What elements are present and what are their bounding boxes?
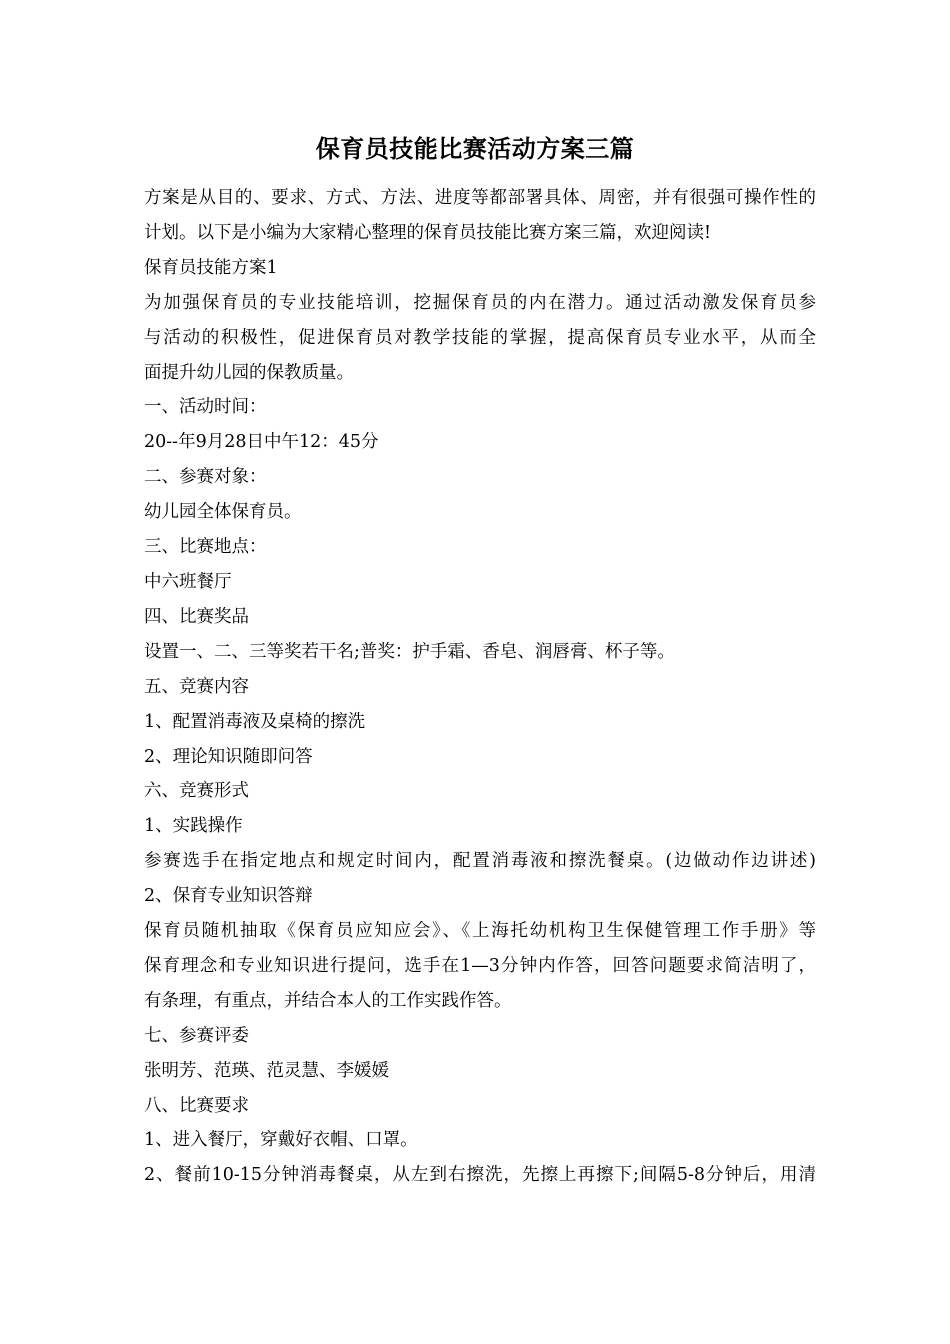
paragraph-line: 八、比赛要求 (144, 1095, 249, 1116)
page-title: 保育员技能比赛活动方案三篇 (315, 135, 635, 163)
paragraph-line: 20--年9月28日中午12：45分 (144, 432, 379, 453)
paragraph-line: 三、比赛地点： (144, 537, 267, 558)
paragraph-line: 有条理，有重点，并结合本人的工作实践作答。 (144, 990, 512, 1011)
paragraph-line: 保育员随机抽取《保育员应知应会》、《上海托幼机构卫生保健管理工作手册》等 (144, 921, 816, 942)
paragraph-line: 张明芳、范瑛、范灵慧、李媛媛 (144, 1060, 389, 1081)
paragraph-line: 六、竞赛形式 (144, 781, 249, 802)
paragraph-line: 计划。以下是小编为大家精心整理的保育员技能比赛方案三篇，欢迎阅读! (144, 222, 712, 243)
paragraph-line: 1、实践操作 (144, 816, 243, 837)
paragraph-line: 保育理念和专业知识进行提问，选手在1—3分钟内作答，回答问题要求简洁明了， (144, 955, 816, 976)
document-body (144, 181, 816, 1193)
paragraph-line: 方案是从目的、要求、方式、方法、进度等都部署具体、周密，并有很强可操作性的 (144, 188, 816, 208)
paragraph-line: 与活动的积极性，促进保育员对教学技能的掌握，提高保育员专业水平，从而全 (144, 327, 816, 348)
paragraph-line: 一、活动时间： (144, 397, 267, 418)
paragraph-line: 1、配置消毒液及桌椅的擦洗 (144, 711, 366, 732)
paragraph-line: 保育员技能方案1 (144, 257, 278, 278)
paragraph-line: 中六班餐厅 (144, 571, 232, 592)
paragraph-line: 参赛选手在指定地点和规定时间内，配置消毒液和擦洗餐桌。(边做动作边讲述) (144, 851, 816, 872)
paragraph-line: 2、理论知识随即问答 (144, 746, 313, 767)
paragraph-line: 设置一、二、三等奖若干名;普奖：护手霜、香皂、润唇膏、杯子等。 (144, 641, 675, 662)
paragraph-line: 2、保育专业知识答辩 (144, 886, 313, 907)
paragraph-line: 四、比赛奖品 (144, 606, 249, 627)
paragraph-line: 1、进入餐厅，穿戴好衣帽、口罩。 (144, 1130, 418, 1151)
paragraph-line: 五、竞赛内容 (144, 676, 249, 697)
paragraph-line: 七、参赛评委 (144, 1025, 249, 1046)
paragraph-line: 二、参赛对象： (144, 467, 267, 488)
paragraph-line: 2、餐前10-15分钟消毒餐桌，从左到右擦洗，先擦上再擦下;间隔5-8分钟后，用清 (144, 1165, 816, 1186)
paragraph-line: 面提升幼儿园的保教质量。 (144, 362, 354, 383)
paragraph-line: 幼儿园全体保育员。 (144, 502, 302, 523)
paragraph-line: 为加强保育员的专业技能培训，挖掘保育员的内在潜力。通过活动激发保育员参 (144, 292, 816, 313)
